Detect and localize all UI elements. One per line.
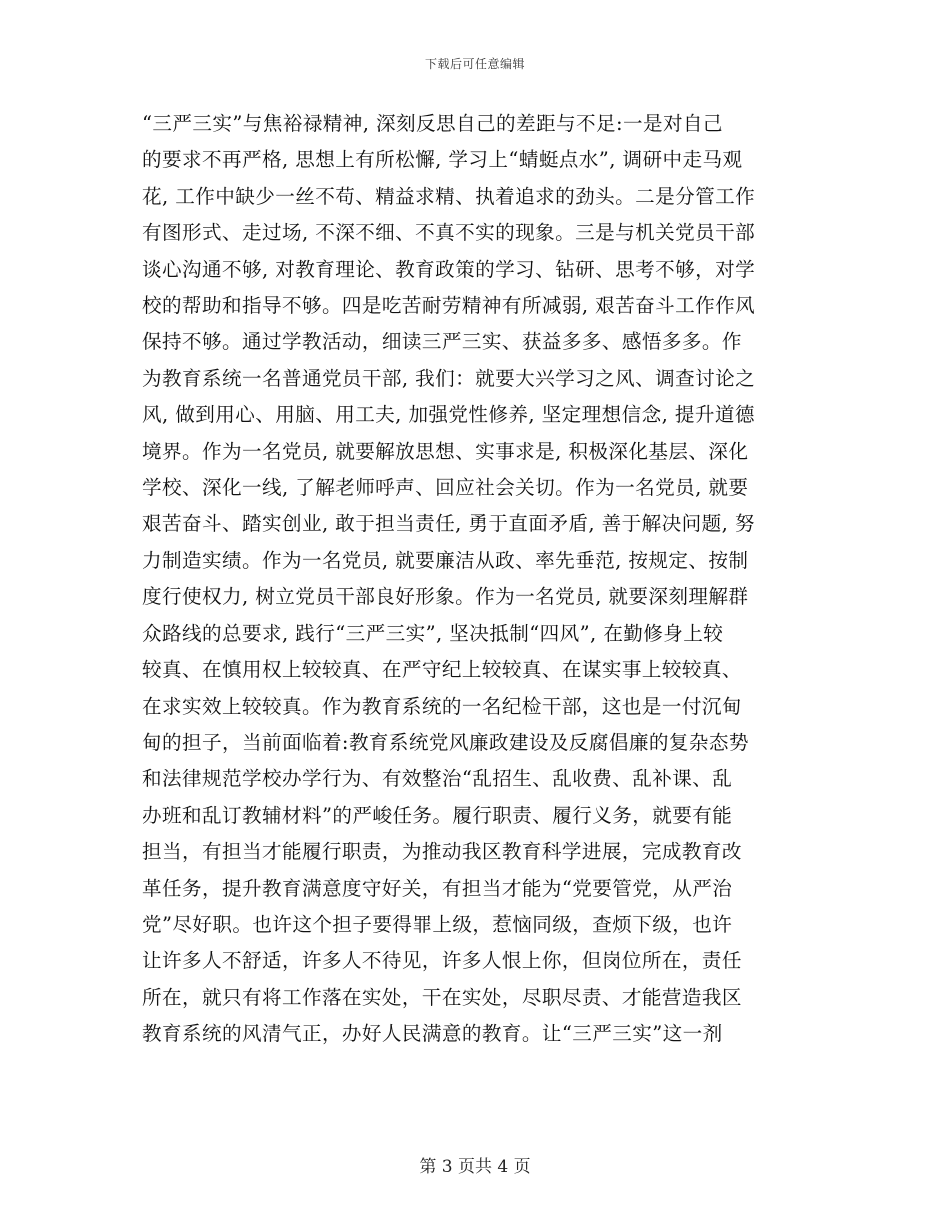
text-line: 有图形式、走过场, 不深不细、不真不实的现象。三是与机关党员干部: [142, 221, 756, 245]
text-line: “三严三实”与焦裕禄精神, 深刻反思自己的差距与不足:一是对自己: [142, 112, 723, 135]
header-note: 下载后可任意编辑: [424, 57, 525, 71]
text-line: 校的帮助和指导不够。四是吃苦耐劳精神有所减弱, 艰苦奋斗工作作风: [142, 294, 756, 318]
text-line: 度行使权力, 树立党员干部良好形象。作为一名党员, 就要深刻理解群: [142, 585, 749, 609]
text-line: 力制造实绩。作为一名党员, 就要廉洁从政、率先垂范, 按规定、按制: [142, 548, 749, 572]
text-line: 保持不够。通过学教活动，细读三严三实、获益多多、感悟多多。作: [142, 330, 742, 354]
text-line: 为教育系统一名普通党员干部, 我们：就要大兴学习之风、调查讨论之: [142, 366, 756, 390]
text-line: 学校、深化一线, 了解老师呼声、回应社会关切。作为一名党员, 就要: [142, 476, 749, 500]
page-number: 第 3 页共 4 页: [419, 1157, 531, 1177]
text-line: 的要求不再严格, 思想上有所松懈, 学习上“蜻蜓点水”, 调研中走马观: [142, 148, 743, 172]
text-line: 党”尽好职。也许这个担子要得罪上级，惹恼同级，查烦下级，也许: [142, 912, 733, 936]
text-line: 较真、在慎用权上较较真、在严守纪上较较真、在谋实事上较较真、: [142, 658, 742, 682]
text-line: 众路线的总要求, 践行“三严三实”, 坚决抵制“四风”, 在勤修身上较: [142, 621, 724, 645]
text-line: 风, 做到用心、用脑、用工夫, 加强党性修养, 坚定理想信念, 提升道德: [142, 403, 755, 427]
text-line: 革任务，提升教育满意度守好关，有担当才能为“党要管党，从严治: [142, 876, 733, 900]
text-line: 让许多人不舒适，许多人不待见，许多人恨上你，但岗位所在，责任: [142, 949, 742, 973]
text-line: 甸的担子，当前面临着:教育系统党风廉政建设及反腐倡廉的复杂态势: [142, 730, 749, 754]
text-line: 艰苦奋斗、踏实创业, 敢于担当责任, 勇于直面矛盾, 善于解决问题, 努: [142, 512, 755, 536]
text-line: 在求实效上较较真。作为教育系统的一名纪检干部，这也是一付沉甸: [142, 694, 742, 718]
text-line: 境界。作为一名党员, 就要解放思想、实事求是, 积极深化基层、深化: [142, 439, 749, 463]
text-line: 所在，就只有将工作落在实处，干在实处，尽职尽责、才能营造我区: [142, 985, 742, 1009]
text-line: 和法律规范学校办学行为、有效整治“乱招生、乱收费、乱补课、乱: [142, 767, 733, 791]
text-line: 办班和乱订教辅材料”的严峻任务。履行职责、履行义务，就要有能: [142, 803, 733, 827]
text-line: 担当，有担当才能履行职责，为推动我区教育科学进展，完成教育改: [142, 840, 742, 864]
text-line: 教育系统的风清气正，办好人民满意的教育。让“三严三实”这一剂: [142, 1022, 723, 1046]
body-paragraph: [142, 106, 810, 1053]
text-line: 花, 工作中缺少一丝不苟、精益求精、执着追求的劲头。二是分管工作: [142, 184, 756, 208]
text-line: 谈心沟通不够, 对教育理论、教育政策的学习、钻研、思考不够，对学: [142, 257, 756, 281]
